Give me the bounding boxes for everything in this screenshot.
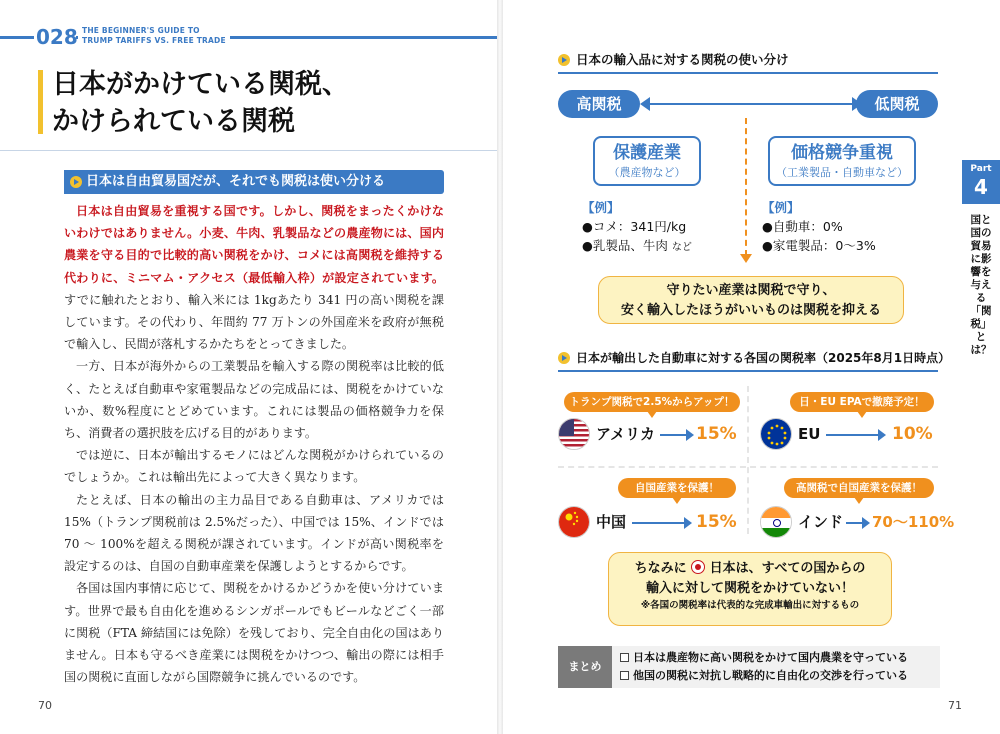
right-page	[500, 0, 1000, 734]
import-summary-callout	[598, 276, 904, 324]
play-icon	[558, 54, 570, 66]
summary-item-1-text: 日本は農産物に高い関税をかけて国内農業を守っている	[633, 651, 908, 664]
arrow-right-icon	[846, 522, 866, 524]
arrow-down-icon	[740, 254, 752, 263]
play-icon	[70, 176, 82, 188]
example-dairy-text: ●乳製品、牛肉	[582, 238, 668, 253]
example-label: 【例】	[582, 200, 620, 215]
example-dairy-suffix: など	[671, 242, 692, 253]
export-chart-heading-text: 日本が輸出した自動車に対する各国の関税率（2025年8月1日時点）	[576, 351, 951, 365]
summary-items	[620, 649, 908, 685]
china-tag: 自国産業を保護！	[618, 478, 736, 498]
part-tab	[962, 160, 1000, 204]
paragraph-3: では逆に、日本が輸出するモノにはどんな関税がかけられているのでしょうか。これは輸出先によって大きく異なります。	[64, 448, 444, 485]
header-subtitle-line1: THE BEGINNER'S GUIDE TO	[82, 26, 200, 35]
japan-note	[608, 552, 892, 626]
arrow-right-icon	[852, 97, 862, 111]
body-text	[64, 200, 444, 688]
checkbox-icon	[620, 671, 629, 680]
price-competition-title: 価格競争重視	[791, 143, 893, 163]
rate-india: 70〜110%	[872, 513, 955, 531]
usa-tag: トランプ関税で2.5%からアップ！	[564, 392, 740, 412]
arrow-left-icon	[640, 97, 650, 111]
import-chart-heading-text: 日本の輸入品に対する関税の使い分け	[576, 52, 789, 67]
title-accent-bar	[38, 70, 43, 134]
note-footnote: ※各国の関税率は代表的な完成車輸出に対するもの	[640, 600, 860, 611]
header-subtitle-line2: TRUMP TARIFFS VS. FREE TRADE	[82, 36, 226, 45]
page-number-right: 71	[948, 699, 962, 712]
india-flag-icon	[760, 506, 792, 538]
dashed-divider	[745, 118, 747, 256]
rate-eu: 10%	[892, 424, 933, 444]
part-number: 4	[974, 175, 988, 199]
play-icon	[558, 352, 570, 364]
eu-tag: 日・EU EPAで撤廃予定！	[790, 392, 934, 412]
part-vertical-title: 国と国の貿易に影響を与える「関税」とは？	[970, 214, 992, 356]
arrow-right-icon	[660, 434, 690, 436]
example-rice: ●コメ：341円/kg	[582, 219, 687, 234]
example-cars: ●自動車：0%	[762, 219, 843, 234]
paragraph-4: たとえば、日本の輸出の主力品目である自動車は、アメリカでは 15%（トランプ関税前は 2.5%だった）、中国では 15%、インドでは 70 〜 100%を超える関税が課されています。インドが高い関税率を設定するのは、自国の自動車産業を保護しようとするからです。	[64, 492, 444, 574]
eu-flag-icon	[760, 418, 792, 450]
rate-china: 15%	[696, 512, 737, 532]
note-line1	[609, 559, 891, 579]
title-line1: 日本がかけている関税、	[52, 69, 349, 100]
protected-industry-box	[593, 136, 701, 186]
example-dairy	[582, 236, 692, 257]
country-india: インド	[798, 513, 844, 531]
summary-box	[558, 646, 940, 688]
arrow-right-icon	[826, 434, 882, 436]
india-tag: 高関税で自国産業を保護！	[784, 478, 934, 498]
rate-usa: 15%	[696, 424, 737, 444]
page-number-left: 70	[38, 699, 52, 712]
japan-flag-icon	[691, 560, 705, 574]
section-heading	[64, 170, 444, 194]
callout-line2: 安く輸入したほうがいいものは関税を抑える	[620, 303, 881, 318]
country-china: 中国	[596, 513, 627, 531]
summary-label: まとめ	[558, 646, 612, 688]
highlighted-text: 日本は自由貿易を重視する国です。しかし、関税をまったくかけないわけではありません。小麦、牛肉、乳製品などの農産物には、国内農業を守る目的で比較的高い関税をかけ、コメには高関税を維持する代わりに、ミニマム・アクセス（最低輸入枠）が設定されています。	[64, 204, 444, 285]
section-divider	[0, 150, 500, 151]
paragraph-1-rest: すでに触れたとおり、輸入米には 1kgあたり 341 円の高い関税を課しています。その代わり、年間約 77 万トンの外国産米を政府が無税で輸入し、民間が落札するかたちをとってきました。	[64, 292, 444, 352]
note-line2: 輸入に対して関税をかけていない！	[645, 581, 854, 596]
note-pre: ちなみに	[634, 561, 687, 576]
import-chart-rule	[558, 72, 938, 74]
protected-industry-sub: （農産物など）	[608, 166, 686, 179]
china-flag-icon	[558, 506, 590, 538]
checkbox-icon	[620, 653, 629, 662]
example-appliances: ●家電製品：0〜3%	[762, 238, 876, 253]
summary-item-2	[620, 667, 908, 685]
tariff-scale-arrow	[648, 103, 854, 105]
chapter-number: 028	[36, 25, 78, 49]
note-post: 日本は、すべての国からの	[709, 561, 866, 576]
paragraph-1	[64, 200, 444, 355]
title-line2: かけられている関税	[52, 106, 295, 137]
high-tariff-label: 高関税	[558, 90, 640, 118]
grid-divider-vertical	[747, 386, 749, 534]
price-competition-sub: （工業製品・自動車など）	[776, 166, 908, 179]
low-tariff-label: 低関税	[856, 90, 938, 118]
part-word: Part	[970, 164, 992, 174]
protected-examples	[582, 198, 692, 257]
export-chart-rule	[558, 370, 938, 372]
paragraph-2: 一方、日本が海外からの工業製品を輸入する際の関税率は比較的低く、たとえば自動車や家電製品などの完成品には、関税をかけていないか、数%程度にとどめています。これには製品の価格競争力を保ち、消費者の選択肢を広げる目的があります。	[64, 359, 444, 441]
example-label: 【例】	[762, 200, 800, 215]
section-heading-text: 日本は自由貿易国だが、それでも関税は使い分ける	[86, 174, 386, 189]
summary-item-2-text: 他国の関税に対抗し戦略的に自由化の交渉を行っている	[633, 669, 908, 682]
callout-line1: 守りたい産業は関税で守り、	[666, 283, 836, 298]
protected-industry-title: 保護産業	[613, 143, 681, 163]
country-eu: EU	[798, 425, 821, 443]
import-chart-heading	[558, 50, 789, 70]
page-title	[52, 66, 492, 140]
price-competition-box	[768, 136, 916, 186]
header-subtitle	[78, 26, 230, 48]
export-chart-heading	[558, 348, 950, 368]
country-usa: アメリカ	[596, 425, 655, 443]
summary-item-1	[620, 649, 908, 667]
paragraph-5: 各国は国内事情に応じて、関税をかけるかどうかを使い分けています。世界で最も自由化を進めるシンガポールでもビールなどごく一部に関税（FTA 締結国には免除）を残しており、完全自由化の国はありません。日本も守るべき産業には関税をかけつつ、輸出の際には相手国の関税に直面しながら国際競争に挑んでいるのです。	[64, 581, 444, 685]
us-flag-icon	[558, 418, 590, 450]
competition-examples	[762, 198, 876, 255]
arrow-right-icon	[632, 522, 688, 524]
